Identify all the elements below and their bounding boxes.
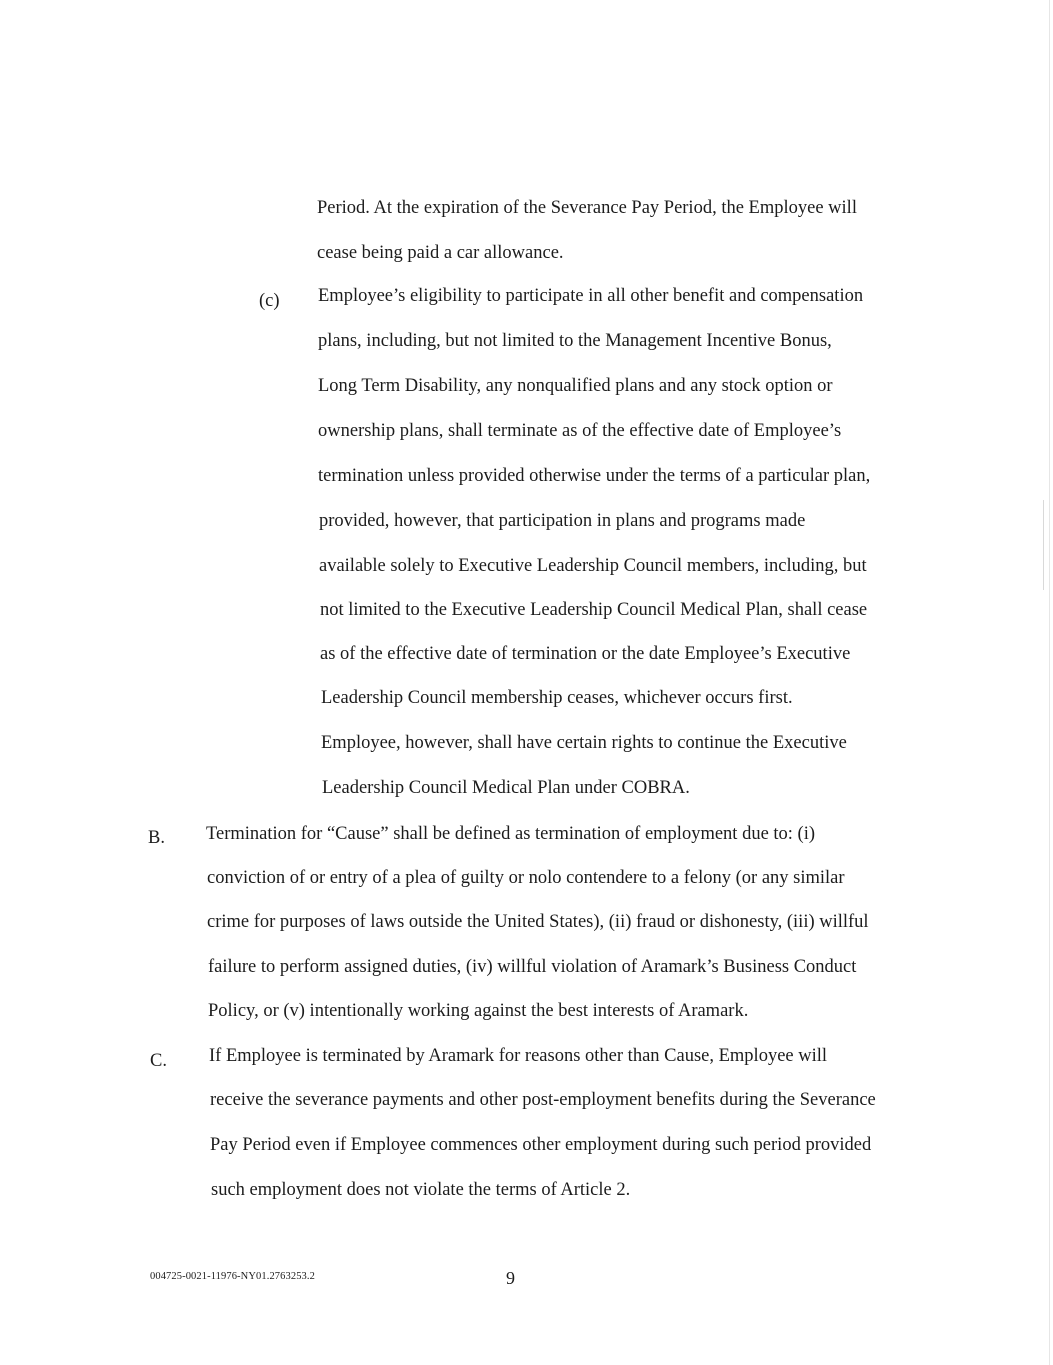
section-c-line: receive the severance payments and other post-employment benefits during the Severance	[210, 1090, 876, 1110]
continuation-line: cease being paid a car allowance.	[317, 243, 564, 263]
item-c-line: provided, however, that participation in plans and programs made	[319, 511, 806, 531]
section-c-line: Pay Period even if Employee commences other employment during such period provided	[210, 1135, 872, 1155]
item-c-line: Employee’s eligibility to participate in all other benefit and compensation	[318, 286, 864, 306]
scan-edge-mark	[1049, 0, 1050, 1365]
item-c-line: plans, including, but not limited to the Management Incentive Bonus,	[318, 331, 832, 351]
section-b-line: Policy, or (v) intentionally working against the best interests of Aramark.	[208, 1001, 749, 1021]
section-c-line: such employment does not violate the terms of Article 2.	[211, 1180, 631, 1200]
section-b-line: Termination for “Cause” shall be defined as termination of employment due to: (i)	[206, 824, 816, 844]
section-c-line: If Employee is terminated by Aramark for reasons other than Cause, Employee will	[209, 1046, 828, 1066]
item-c-line: not limited to the Executive Leadership Council Medical Plan, shall cease	[320, 600, 868, 620]
document-id: 004725-0021-11976-NY01.2763253.2	[150, 1271, 315, 1282]
section-c-marker: C.	[150, 1051, 167, 1071]
item-c-line: Employee, however, shall have certain rights to continue the Executive	[321, 733, 847, 753]
section-b-line: failure to perform assigned duties, (iv) willful violation of Aramark’s Business Conduct	[208, 957, 857, 977]
item-c-line: as of the effective date of termination or the date Employee’s Executive	[320, 644, 851, 664]
item-c-line: ownership plans, shall terminate as of the effective date of Employee’s	[318, 421, 842, 441]
item-c-line: Leadership Council membership ceases, whichever occurs first.	[321, 688, 793, 708]
item-c-line: Leadership Council Medical Plan under COBRA.	[322, 778, 690, 798]
section-b-line: conviction of or entry of a plea of guilty or nolo contendere to a felony (or any similar	[207, 868, 845, 888]
section-b-line: crime for purposes of laws outside the United States), (ii) fraud or dishonesty, (iii) willful	[207, 912, 869, 932]
section-b-marker: B.	[148, 828, 165, 848]
item-c-line: Long Term Disability, any nonqualified plans and any stock option or	[318, 376, 833, 396]
item-c-line: termination unless provided otherwise under the terms of a particular plan,	[318, 466, 871, 486]
item-c-line: available solely to Executive Leadership Council members, including, but	[319, 556, 867, 576]
continuation-line: Period. At the expiration of the Severance Pay Period, the Employee will	[317, 198, 857, 218]
item-c-marker: (c)	[259, 291, 280, 311]
scan-edge-mark	[1043, 500, 1044, 590]
page-number: 9	[506, 1268, 515, 1288]
